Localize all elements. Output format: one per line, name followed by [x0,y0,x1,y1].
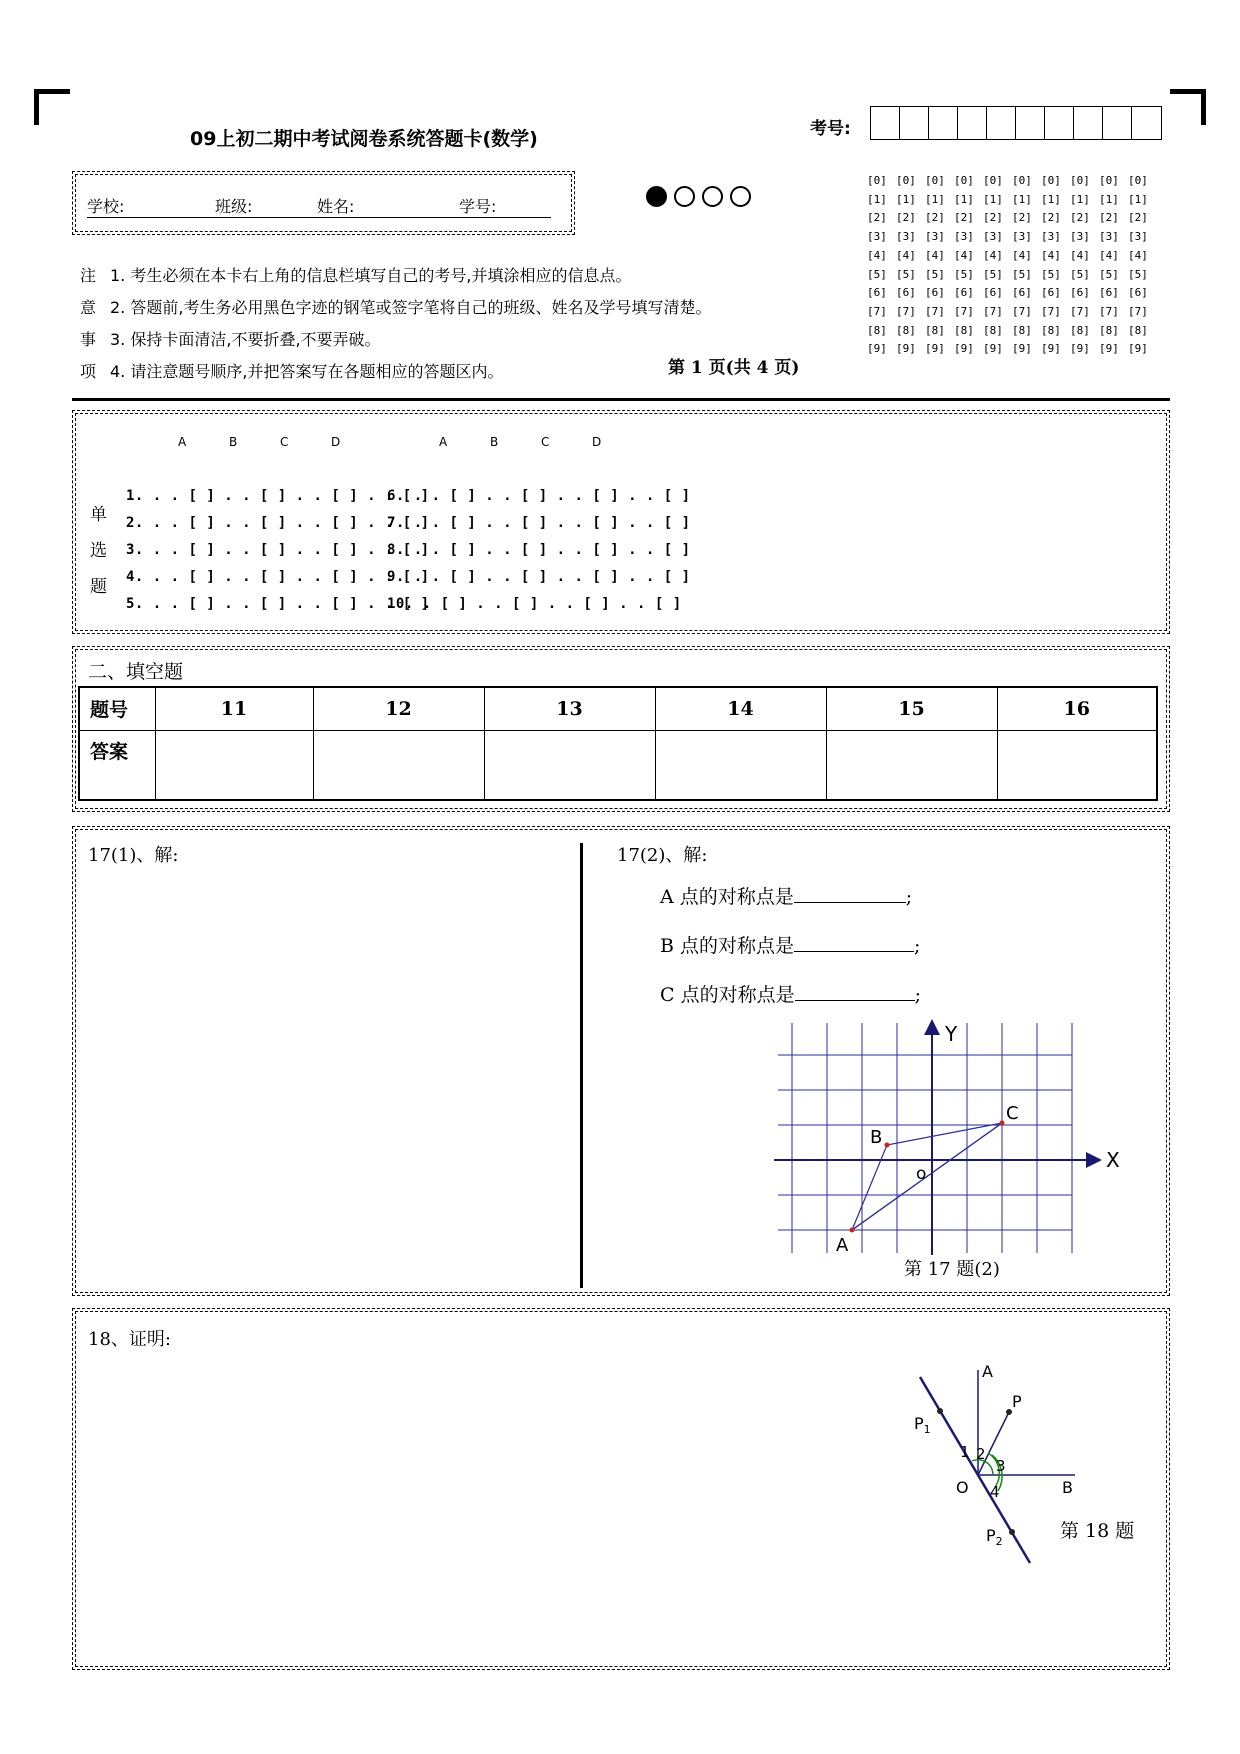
angle-label-3: 3 [996,1457,1006,1475]
digit-bubble[interactable]: [6] [896,286,916,300]
q17-coordinate-figure [770,1015,1130,1285]
exam-number-box[interactable] [1045,107,1074,139]
digit-bubble[interactable]: [4] [1128,248,1148,262]
digit-bubble[interactable]: [7] [1128,304,1148,318]
digit-bubble[interactable]: [7] [1012,304,1032,318]
digit-bubble[interactable]: [1] [867,192,887,206]
point-a-label: A [836,1235,849,1256]
digit-bubble[interactable]: [5] [867,267,887,281]
digit-bubble[interactable]: [1] [896,192,916,206]
student-number-field[interactable]: 学号: [459,194,551,218]
digit-bubble[interactable]: [0] [1128,174,1148,187]
fill-blank-title: 二、填空题 [88,661,184,683]
label-p2: $P_2$ [986,1526,1003,1548]
q17-blank-b-text: B 点的对称点是 [660,935,795,957]
corner-mark-top-right [1170,89,1206,125]
q17-blank-c-text: C 点的对称点是 [660,984,795,1006]
choice-letter-a: A [439,435,448,449]
note-text: 1. 考生必须在本卡右上角的信息栏填写自己的考号,并填涂相应的信息点。 [110,265,632,285]
label-p1: $P_1$ [914,1414,931,1436]
digit-bubble[interactable]: [3] [983,230,1003,244]
digit-bubble[interactable]: [0] [867,174,887,187]
page-number: 第 1 页(共 4 页) [668,358,800,378]
digit-bubble[interactable]: [7] [1099,304,1119,318]
point-c-label: C [1006,1103,1019,1124]
choice-letter-d: D [331,435,341,449]
digit-bubble[interactable]: [2] [954,211,974,225]
digit-bubble[interactable]: [2] [1012,211,1032,225]
header-divider [72,398,1170,401]
choice-row-5[interactable]: 5. . . [ ] . . [ ] . . [ ] . . [ ] [126,596,430,612]
digit-bubble[interactable]: [2] [1099,211,1119,225]
q17-semicolon: ; [914,935,921,957]
digit-bubble[interactable]: [9] [867,342,887,356]
note-side-char: 事 [80,329,97,349]
x-axis-label: X [1106,1148,1120,1172]
digit-bubble[interactable]: [3] [867,230,887,244]
page-title: 09上初二期中考试阅卷系统答题卡(数学) [190,128,538,150]
digit-bubble[interactable]: [3] [1012,230,1032,244]
y-axis-arrow-icon [924,1019,940,1035]
digit-bubble[interactable]: [3] [896,230,916,244]
label-p: P [1012,1392,1022,1411]
digit-bubble[interactable]: [9] [983,342,1003,356]
digit-bubble[interactable]: [0] [1012,174,1032,187]
digit-bubble[interactable]: [4] [1012,248,1032,262]
q18-figure-caption: 第 18 题 [1060,1520,1135,1542]
digit-bubble[interactable]: [8] [983,323,1003,337]
single-choice-label-char: 选 [90,541,107,561]
digit-bubble[interactable]: [6] [867,286,887,300]
digit-bubble[interactable]: [9] [925,342,945,356]
digit-bubble[interactable]: [4] [867,248,887,262]
angle-label-2: 2 [976,1445,986,1463]
choice-letter-a: A [178,435,187,449]
digit-bubble[interactable]: [8] [1070,323,1090,337]
answer-row-label: 答案 [79,730,155,800]
fill-blank-table [78,686,1158,801]
digit-bubble[interactable]: [1] [1128,192,1148,206]
digit-bubble[interactable]: [0] [925,174,945,187]
digit-bubble[interactable]: [9] [1128,342,1148,356]
digit-row [867,209,1157,228]
digit-bubble[interactable]: [6] [954,286,974,300]
digit-bubble[interactable]: [6] [983,286,1003,300]
digit-bubble[interactable]: [7] [867,304,887,318]
point-c [1000,1121,1005,1126]
digit-bubble[interactable]: [3] [1099,230,1119,244]
choice-row-7[interactable]: 7. . . [ ] . . [ ] . . [ ] . . [ ] [387,515,691,531]
choice-row-9[interactable]: 9. . . [ ] . . [ ] . . [ ] . . [ ] [387,569,691,585]
label-b: B [1062,1478,1073,1497]
digit-bubble[interactable]: [1] [954,192,974,206]
single-choice-label [90,497,107,605]
question-number: 11 [155,687,313,730]
digit-row [867,191,1157,210]
choice-letter-c: C [541,435,550,449]
digit-bubble[interactable]: [3] [954,230,974,244]
digit-bubble[interactable]: [0] [1070,174,1090,187]
digit-bubble[interactable]: [8] [896,323,916,337]
notes-section [80,258,711,386]
single-choice-label-char: 题 [90,577,107,597]
q17-part2-label: 17(2)、解: [617,845,708,866]
q17-divider [580,843,583,1288]
digit-bubble[interactable]: [8] [1099,323,1119,337]
origin-label: o [916,1164,927,1184]
answer-cell[interactable] [155,730,313,800]
digit-row [867,284,1157,303]
digit-row [867,340,1157,359]
q17-part1-label: 17(1)、解: [88,845,179,866]
note-row [80,354,711,386]
note-side-char: 项 [80,361,97,381]
digit-bubble[interactable]: [5] [1128,267,1148,281]
choice-letter-b: B [229,435,238,449]
choice-row-4[interactable]: 4. . . [ ] . . [ ] . . [ ] . . [ ] [126,569,430,585]
digit-bubble[interactable]: [9] [896,342,916,356]
page-dot [730,186,751,207]
digit-bubble[interactable]: [3] [1128,230,1148,244]
digit-bubble[interactable]: [1] [925,192,945,206]
digit-bubble[interactable]: [2] [925,211,945,225]
digit-bubble[interactable]: [7] [1070,304,1090,318]
digit-bubble[interactable]: [3] [1070,230,1090,244]
question-number: 15 [826,687,997,730]
digit-bubble[interactable]: [8] [1041,323,1061,337]
question-number: 12 [313,687,484,730]
digit-bubble[interactable]: [8] [1128,323,1148,337]
choice-row-2[interactable]: 2. . . [ ] . . [ ] . . [ ] . . [ ] [126,515,430,531]
page-indicator-dots [646,186,751,207]
digit-bubble[interactable]: [5] [1099,267,1119,281]
x-axis-arrow-icon [1086,1152,1102,1168]
q17-blank-b-field[interactable] [794,951,914,952]
digit-bubble[interactable]: [4] [925,248,945,262]
digit-bubble[interactable]: [5] [1041,267,1061,281]
digit-bubble[interactable]: [2] [896,211,916,225]
digit-bubble[interactable]: [4] [1099,248,1119,262]
exam-number-box[interactable] [1074,107,1103,139]
note-side-char: 注 [80,265,97,285]
choice-letter-b: B [490,435,499,449]
digit-bubble[interactable]: [5] [1070,267,1090,281]
digit-bubble[interactable]: [8] [925,323,945,337]
digit-bubble[interactable]: [2] [1070,211,1090,225]
digit-bubble[interactable]: [9] [1012,342,1032,356]
row-header-label: 题号 [79,687,155,730]
digit-bubble[interactable]: [7] [1041,304,1061,318]
student-info-line [87,194,551,218]
point-p1 [937,1408,943,1414]
note-row [80,322,711,354]
digit-bubble[interactable]: [4] [1041,248,1061,262]
answer-cell[interactable] [655,730,826,800]
digit-bubble[interactable]: [8] [867,323,887,337]
choice-row-3[interactable]: 3. . . [ ] . . [ ] . . [ ] . . [ ] [126,542,430,558]
digit-row [867,172,1157,191]
note-row [80,290,711,322]
digit-bubble[interactable]: [9] [1041,342,1061,356]
q17-blank-b [660,931,920,958]
y-axis-label: Y [945,1022,958,1046]
exam-number-box[interactable] [1016,107,1045,139]
digit-bubble[interactable]: [2] [867,211,887,225]
point-b-label: B [870,1127,883,1148]
q17-blank-c [660,980,921,1007]
digit-bubble[interactable]: [6] [1128,286,1148,300]
digit-bubble[interactable]: [0] [983,174,1003,187]
note-side-char: 意 [80,297,97,317]
q18-angle-figure [900,1365,1160,1575]
q17-figure-caption: 第 17 题(2) [904,1259,1000,1280]
digit-bubble[interactable]: [7] [896,304,916,318]
label-a: A [982,1365,993,1381]
choice-row-8[interactable]: 8. . . [ ] . . [ ] . . [ ] . . [ ] [387,542,691,558]
point-a [850,1228,855,1233]
digit-row [867,228,1157,247]
q18-label: 18、证明: [88,1329,171,1350]
digit-bubble[interactable]: [7] [954,304,974,318]
digit-bubble[interactable]: [5] [925,267,945,281]
exam-number-box[interactable] [929,107,958,139]
exam-number-box[interactable] [900,107,929,139]
point-b [885,1143,890,1148]
single-choice-label-char: 单 [90,505,107,525]
q17-blank-a-field[interactable] [794,902,906,903]
name-field[interactable]: 姓名: [317,194,459,218]
class-field[interactable]: 班级: [215,194,317,218]
answer-cell[interactable] [313,730,484,800]
digit-bubble[interactable]: [6] [1012,286,1032,300]
digit-bubble[interactable]: [2] [1128,211,1148,225]
exam-number-box[interactable] [1132,107,1161,139]
choice-row-10[interactable]: 10. . [ ] . . [ ] . . [ ] . . [ ] [387,596,682,612]
note-text: 4. 请注意题号顺序,并把答案写在各题相应的答题区内。 [110,361,504,381]
digit-bubble[interactable]: [9] [1099,342,1119,356]
digit-bubble[interactable]: [9] [1070,342,1090,356]
exam-number-boxes[interactable] [870,106,1162,140]
digit-bubble[interactable]: [5] [983,267,1003,281]
question-number: 13 [484,687,655,730]
digit-bubble[interactable]: [8] [954,323,974,337]
exam-number-box[interactable] [987,107,1016,139]
digit-bubble[interactable]: [1] [1070,192,1090,206]
digit-bubble[interactable]: [0] [1099,174,1119,187]
choice-row-6[interactable]: 6. . . [ ] . . [ ] . . [ ] . . [ ] [387,488,691,504]
note-row [80,258,711,290]
answer-cell[interactable] [826,730,997,800]
digit-bubble[interactable]: [5] [1012,267,1032,281]
choice-row-1[interactable]: 1. . . [ ] . . [ ] . . [ ] . . [ ] [126,488,430,504]
digit-row [867,247,1157,266]
point-p2 [1009,1529,1015,1535]
digit-bubble[interactable]: [0] [1041,174,1061,187]
q17-blank-a-text: A 点的对称点是 [660,886,794,908]
choice-letter-d: D [592,435,602,449]
digit-bubble[interactable]: [6] [1070,286,1090,300]
angle-label-1: 1 [960,1443,970,1461]
q17-semicolon: ; [914,984,921,1006]
digit-bubble[interactable]: [4] [1070,248,1090,262]
digit-bubble[interactable]: [1] [983,192,1003,206]
digit-bubble[interactable]: [3] [925,230,945,244]
corner-mark-top-left [34,89,70,125]
question-number: 14 [655,687,826,730]
digit-bubble[interactable]: [6] [1041,286,1061,300]
choice-letter-c: C [280,435,289,449]
digit-bubble[interactable]: [4] [954,248,974,262]
digit-bubble[interactable]: [1] [1012,192,1032,206]
page-dot [674,186,695,207]
exam-number-box[interactable] [958,107,987,139]
digit-bubble[interactable]: [2] [1041,211,1061,225]
q17-blank-a [660,882,912,909]
digit-row [867,322,1157,341]
digit-bubble[interactable]: [3] [1041,230,1061,244]
digit-bubble[interactable]: [8] [1012,323,1032,337]
exam-number-digit-grid[interactable] [867,172,1157,359]
digit-bubble[interactable]: [0] [896,174,916,187]
school-field[interactable]: 学校: [87,194,215,218]
page-dot [702,186,723,207]
note-text: 2. 答题前,考生务必用黑色字迹的钢笔或签字笔将自己的班级、姓名及学号填写清楚。 [110,297,712,317]
digit-bubble[interactable]: [1] [1041,192,1061,206]
digit-bubble[interactable]: [4] [896,248,916,262]
label-o: O [956,1478,969,1497]
q17-semicolon: ; [905,886,913,908]
exam-number-label: 考号: [810,119,851,139]
digit-bubble[interactable]: [5] [896,267,916,281]
answer-cell[interactable] [484,730,655,800]
question-number: 16 [997,687,1157,730]
digit-bubble[interactable]: [6] [1099,286,1119,300]
student-info-box [72,171,575,235]
digit-row [867,266,1157,285]
digit-bubble[interactable]: [0] [954,174,974,187]
digit-bubble[interactable]: [4] [983,248,1003,262]
digit-row [867,303,1157,322]
note-text: 3. 保持卡面清洁,不要折叠,不要弄破。 [110,329,381,349]
digit-bubble[interactable]: [9] [954,342,974,356]
digit-bubble[interactable]: [1] [1099,192,1119,206]
digit-bubble[interactable]: [6] [925,286,945,300]
digit-bubble[interactable]: [5] [954,267,974,281]
exam-number-box[interactable] [871,107,900,139]
angle-label-4: 4 [990,1483,1000,1501]
q17-blank-c-field[interactable] [795,1000,915,1001]
page-dot-active [646,186,667,207]
digit-bubble[interactable]: [7] [983,304,1003,318]
digit-bubble[interactable]: [2] [983,211,1003,225]
digit-bubble[interactable]: [7] [925,304,945,318]
answer-cell[interactable] [997,730,1157,800]
exam-number-box[interactable] [1103,107,1132,139]
